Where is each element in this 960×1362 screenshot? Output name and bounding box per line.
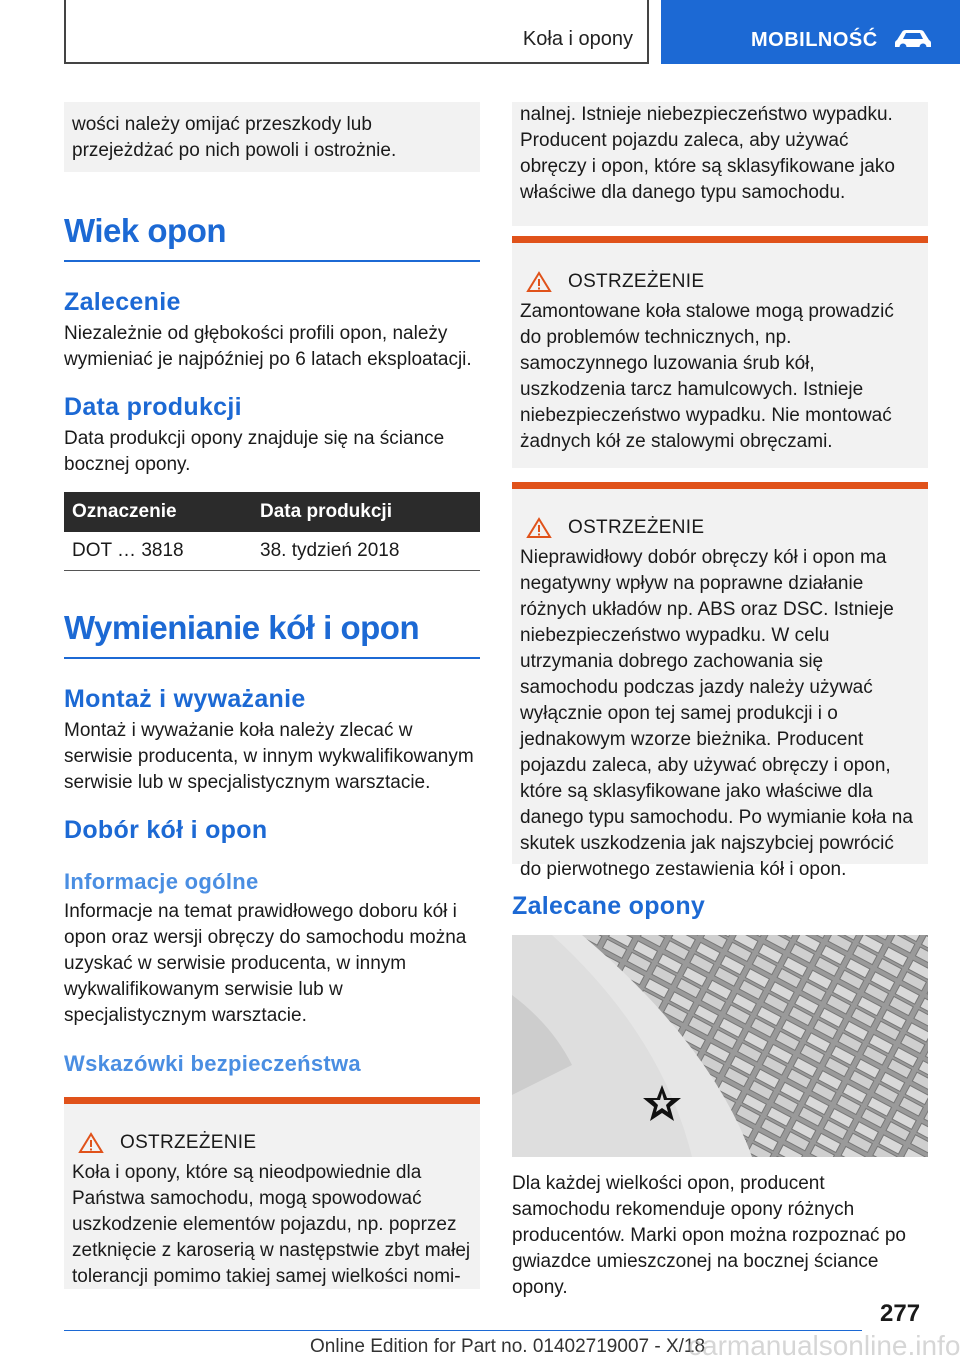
table-header-cell: Oznaczenie	[64, 492, 252, 532]
text-mounting: Montaż i wyważanie koła należy zlecać w serwisie producenta, w innym wykwalifikowanym serwisie lub w specjalistycznym warsztacie.	[64, 720, 474, 793]
category-label: MOBILNOŚĆ	[751, 29, 878, 51]
warning-text: Zamontowane koła stalowe mogą prowadzić do problemów technicznych, np. samoczynnego luzowania śrub kół, uszkodzenia tarcz hamulcowych. Istnieje niebezpieczeństwo wypadku. Nie montować żadnych kół ze stalowymi obręczami.	[520, 301, 894, 452]
warning-triangle-icon	[78, 1132, 104, 1154]
footer-edition: Online Edition for Part no. 01402719007 - X/18	[310, 1336, 706, 1357]
tire-star-marking-image	[512, 935, 928, 1157]
heading-production-date: Data produkcji	[64, 393, 242, 421]
continued-warning-box	[512, 102, 928, 226]
warning-triangle-icon	[526, 517, 552, 539]
text-general-info: Informacje na temat prawidłowego doboru kół i opon oraz wersji obręczy do samochodu można uzyskać w serwisie producenta, w innym wykwalifikowanym serwisie lub w specjalistycznym warsztacie.	[64, 901, 467, 1026]
page-number: 277	[880, 1300, 921, 1327]
warning-title: OSTRZEŻENIE	[120, 1132, 257, 1153]
right-column	[512, 102, 928, 1301]
heading-tire-age: Wiek opon	[64, 212, 480, 262]
heading-safety: Wskazówki bezpieczeństwa	[64, 1051, 361, 1076]
continued-note-box	[64, 102, 480, 172]
car-icon	[893, 28, 933, 50]
text-recommendation: Niezależnie od głębokości profili opon, należy wymieniać je najpóźniej po 6 latach eksploatacji.	[64, 323, 472, 370]
warning-triangle-icon	[526, 271, 552, 293]
table-header-cell: Data produkcji	[252, 492, 480, 532]
production-date-table	[64, 492, 480, 571]
watermark: carmanualsonline.info	[688, 1330, 960, 1361]
table-cell: 38. tydzień 2018	[252, 532, 480, 571]
table-header-row	[64, 492, 480, 532]
left-column	[64, 102, 480, 1289]
table-cell: DOT … 3818	[64, 532, 252, 571]
warning-title: OSTRZEŻENIE	[568, 517, 705, 538]
heading-replacing-wheels: Wymienianie kół i opon	[64, 609, 480, 659]
warning-box	[512, 236, 928, 468]
warning-text: Nieprawidłowy dobór obręczy kół i opon ma negatywny wpływ na poprawne działanie różnych układów np. ABS oraz DSC. Istnieje niebezpieczeństwo wypadku. W celu utrzymania dobrego zachowania się samochodu podczas jazdy należy używać wyłącznie opon tej samej produkcji i o jednakowym wzorze bieżnika. Producent pojazdu zaleca, aby używać obręczy i opon, które są sklasyfikowane jako właściwe dla danego typu samochodu. Po wymianie koła na skutek uszkodzenia jak najszybciej powrócić do pierwotnego zestawienia kół i opon.	[520, 547, 913, 880]
heading-mounting: Montaż i wyważanie	[64, 685, 306, 713]
heading-recommendation: Zalecenie	[64, 288, 181, 316]
category-tab	[661, 0, 960, 64]
section-title: Koła i opony	[522, 28, 633, 50]
header-section-frame	[64, 0, 649, 64]
heading-selection: Dobór kół i opon	[64, 816, 268, 844]
warning-title: OSTRZEŻENIE	[568, 271, 705, 292]
text-recommended-tires: Dla każdej wielkości opon, producent samochodu rekomenduje opony różnych producentów. Marki opon można rozpoznać po gwiazdce umieszczonej na bocznej ściance opony.	[512, 1173, 906, 1298]
text-production-date: Data produkcji opony znajduje się na ściance bocznej opony.	[64, 428, 445, 475]
warning-text: Koła i opony, które są nieodpowiednie dla Państwa samochodu, mogą spowodować uszkodzenie elementów pojazdu, np. poprzez zetknięcie z karoserią w następstwie zbyt małej tolerancji pomimo takiej samej wielkości nomi-	[72, 1162, 471, 1287]
continued-warning-text: nalnej. Istnieje niebezpieczeństwo wypadku. Producent pojazdu zaleca, aby używać obręczy i opon, które są sklasyfikowane jako właściwe dla danego typu samochodu.	[520, 104, 895, 203]
continued-note-text: wości należy omijać przeszkody lub przejeżdżać po nich powoli i ostrożnie.	[72, 114, 397, 161]
heading-recommended-tires: Zalecane opony	[512, 892, 706, 920]
heading-general-info: Informacje ogólne	[64, 869, 259, 894]
table-row	[64, 532, 480, 571]
warning-box	[512, 482, 928, 880]
warning-box	[64, 1097, 480, 1289]
